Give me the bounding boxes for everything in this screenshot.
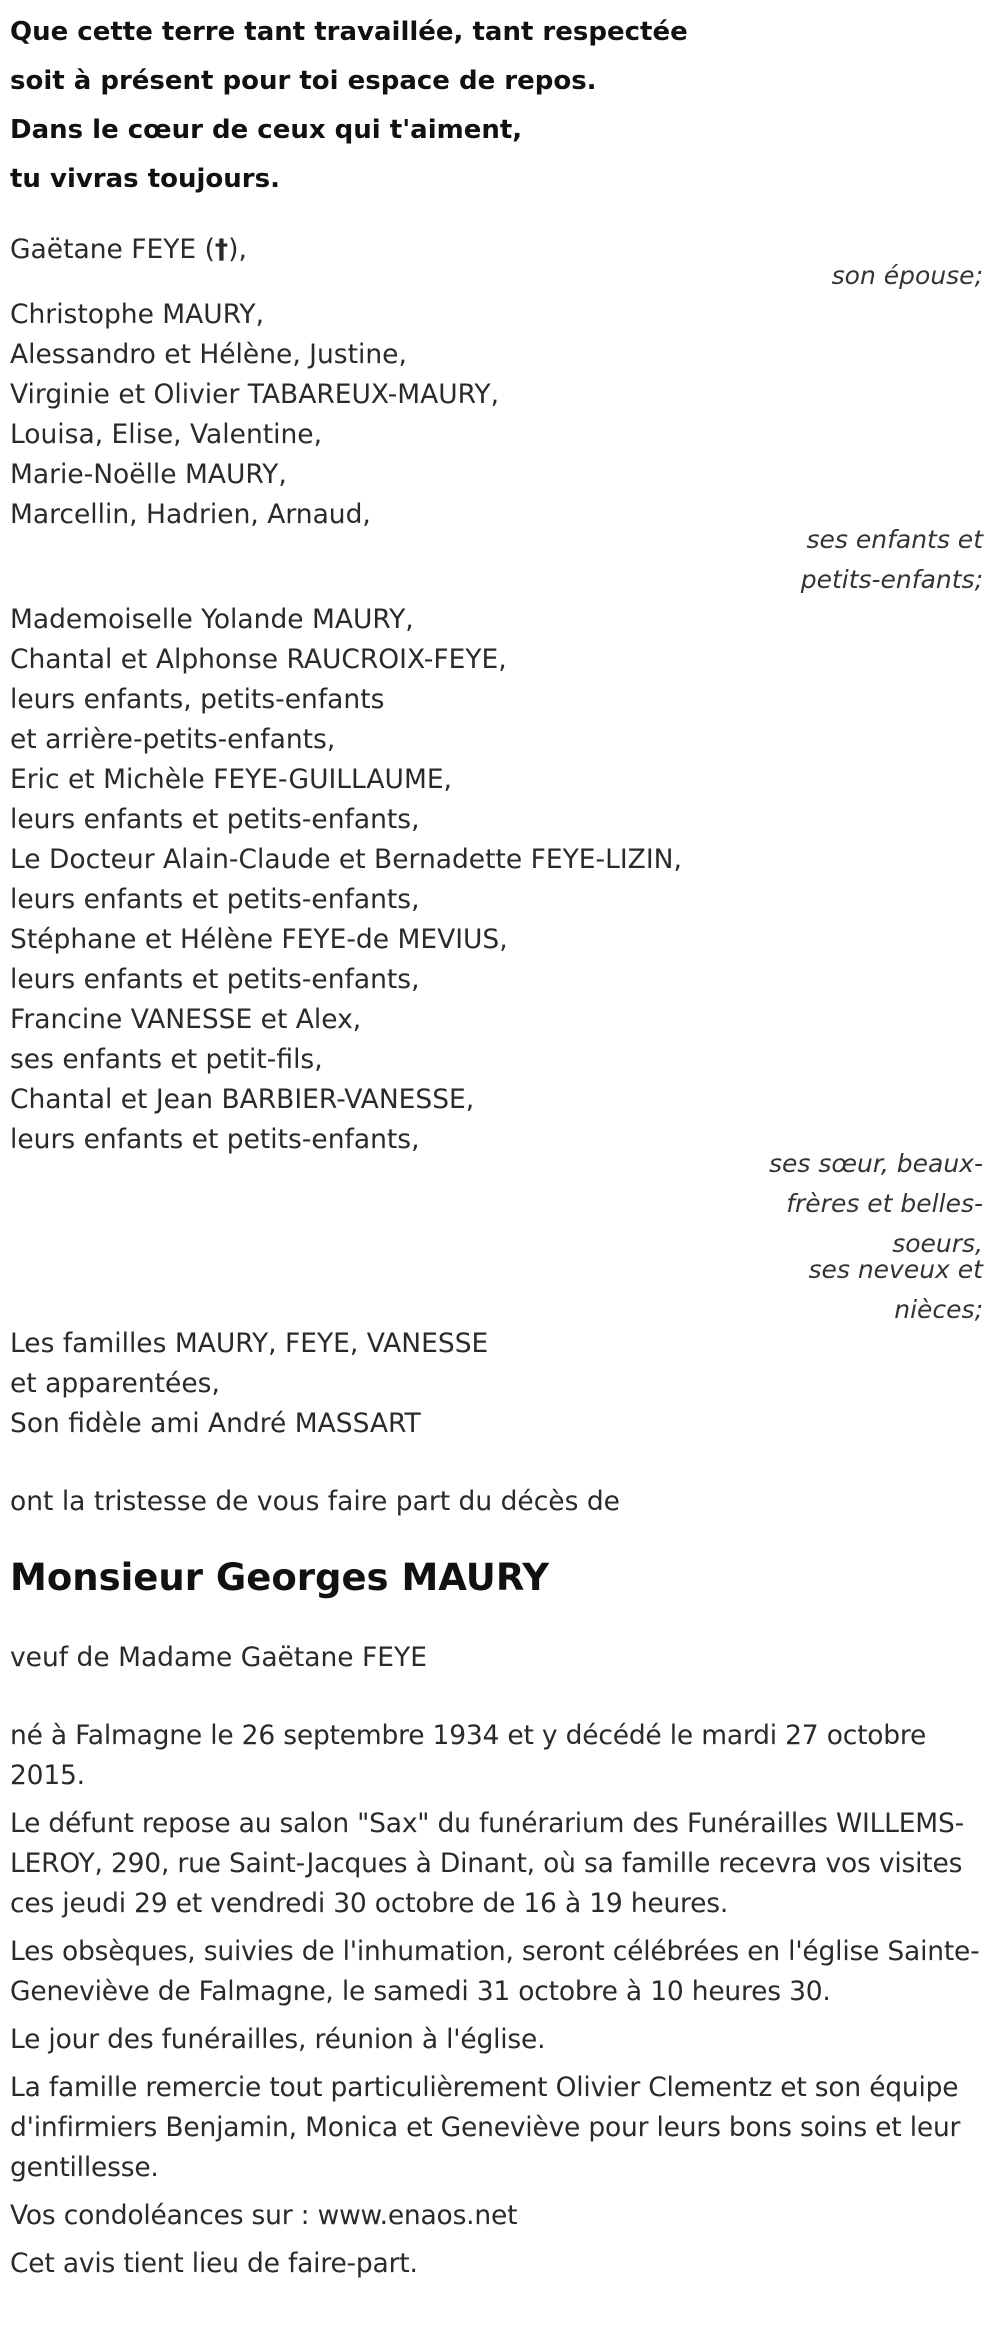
condolences-paragraph: Vos condoléances sur : www.enaos.net <box>10 2200 518 2231</box>
family-member: Marcellin, Hadrien, Arnaud, <box>10 499 371 530</box>
family-member: Chantal et Jean BARBIER-VANESSE, <box>10 1084 475 1115</box>
family-member: Francine VANESSE et Alex, <box>10 1004 362 1035</box>
family-member: et arrière-petits-enfants, <box>10 724 336 755</box>
family-member: Alessandro et Hélène, Justine, <box>10 339 407 370</box>
family-member: Chantal et Alphonse RAUCROIX-FEYE, <box>10 644 507 675</box>
family-member: Mademoiselle Yolande MAURY, <box>10 604 414 635</box>
family-member: Le Docteur Alain-Claude et Bernadette FEYE-LIZIN, <box>10 844 682 875</box>
announcement-text: ont la tristesse de vous faire part du décès de <box>10 1486 620 1517</box>
spouse-name: Gaëtane FEYE (†), <box>10 234 247 265</box>
visitation-paragraph: Le défunt repose au salon "Sax" du funérarium des Funérailles WILLEMS-LEROY, 290, rue Saint-Jacques à Dinant, où sa famille recevra vos visites ces jeudi 29 et vendredi 30 octobre de 16 à 19 heures. <box>10 1808 964 1919</box>
verse-line: soit à présent pour toi espace de repos. <box>10 66 597 96</box>
family-member: Virginie et Olivier TABAREUX-MAURY, <box>10 379 500 410</box>
funeral-paragraph: Les obsèques, suivies de l'inhumation, seront célébrées en l'église Sainte-Geneviève de Falmagne, le samedi 31 octobre à 10 heures 30. <box>10 1936 980 2007</box>
verse-line: tu vivras toujours. <box>10 164 280 194</box>
family-member: Christophe MAURY, <box>10 299 265 330</box>
widower-line: veuf de Madame Gaëtane FEYE <box>10 1642 427 1673</box>
siblings-role: frères et belles- <box>786 1189 983 1218</box>
meeting-paragraph: Le jour des funérailles, réunion à l'église. <box>10 2024 546 2055</box>
nephews-role: ses neveux et <box>808 1255 983 1284</box>
family-member: leurs enfants et petits-enfants, <box>10 964 420 995</box>
family-member: Stéphane et Hélène FEYE-de MEVIUS, <box>10 924 508 955</box>
spouse-role: son épouse; <box>831 261 983 290</box>
family-member: Louisa, Elise, Valentine, <box>10 419 323 450</box>
family-member: leurs enfants et petits-enfants, <box>10 884 420 915</box>
family-member: leurs enfants, petits-enfants <box>10 684 385 715</box>
children-role: ses enfants et <box>806 525 983 554</box>
family-member: ses enfants et petit-fils, <box>10 1044 323 1075</box>
opening-verse <box>10 8 910 204</box>
verse-line: Dans le cœur de ceux qui t'aiment, <box>10 115 523 145</box>
children-role: petits-enfants; <box>800 565 983 594</box>
thanks-paragraph: La famille remercie tout particulièrement Olivier Clementz et son équipe d'infirmiers Benjamin, Monica et Geneviève pour leurs bons soins et leur gentillesse. <box>10 2072 961 2183</box>
siblings-role: soeurs, <box>892 1229 983 1258</box>
closing-paragraph: Cet avis tient lieu de faire-part. <box>10 2248 418 2279</box>
verse-line: Que cette terre tant travaillée, tant respectée <box>10 17 688 47</box>
family-member: Marie-Noëlle MAURY, <box>10 459 287 490</box>
siblings-role: ses sœur, beaux- <box>768 1149 983 1178</box>
family-member: Son fidèle ami André MASSART <box>10 1408 421 1439</box>
nephews-role: nièces; <box>894 1295 983 1324</box>
family-member: et apparentées, <box>10 1368 220 1399</box>
family-member: Les familles MAURY, FEYE, VANESSE <box>10 1328 489 1359</box>
birth-death-paragraph: né à Falmagne le 26 septembre 1934 et y décédé le mardi 27 octobre 2015. <box>10 1720 927 1791</box>
deceased-name: Monsieur Georges MAURY <box>10 1556 550 1599</box>
family-member: leurs enfants et petits-enfants, <box>10 804 420 835</box>
cross-icon: † <box>214 234 229 265</box>
family-member: leurs enfants et petits-enfants, <box>10 1124 420 1155</box>
family-member: Eric et Michèle FEYE-GUILLAUME, <box>10 764 452 795</box>
